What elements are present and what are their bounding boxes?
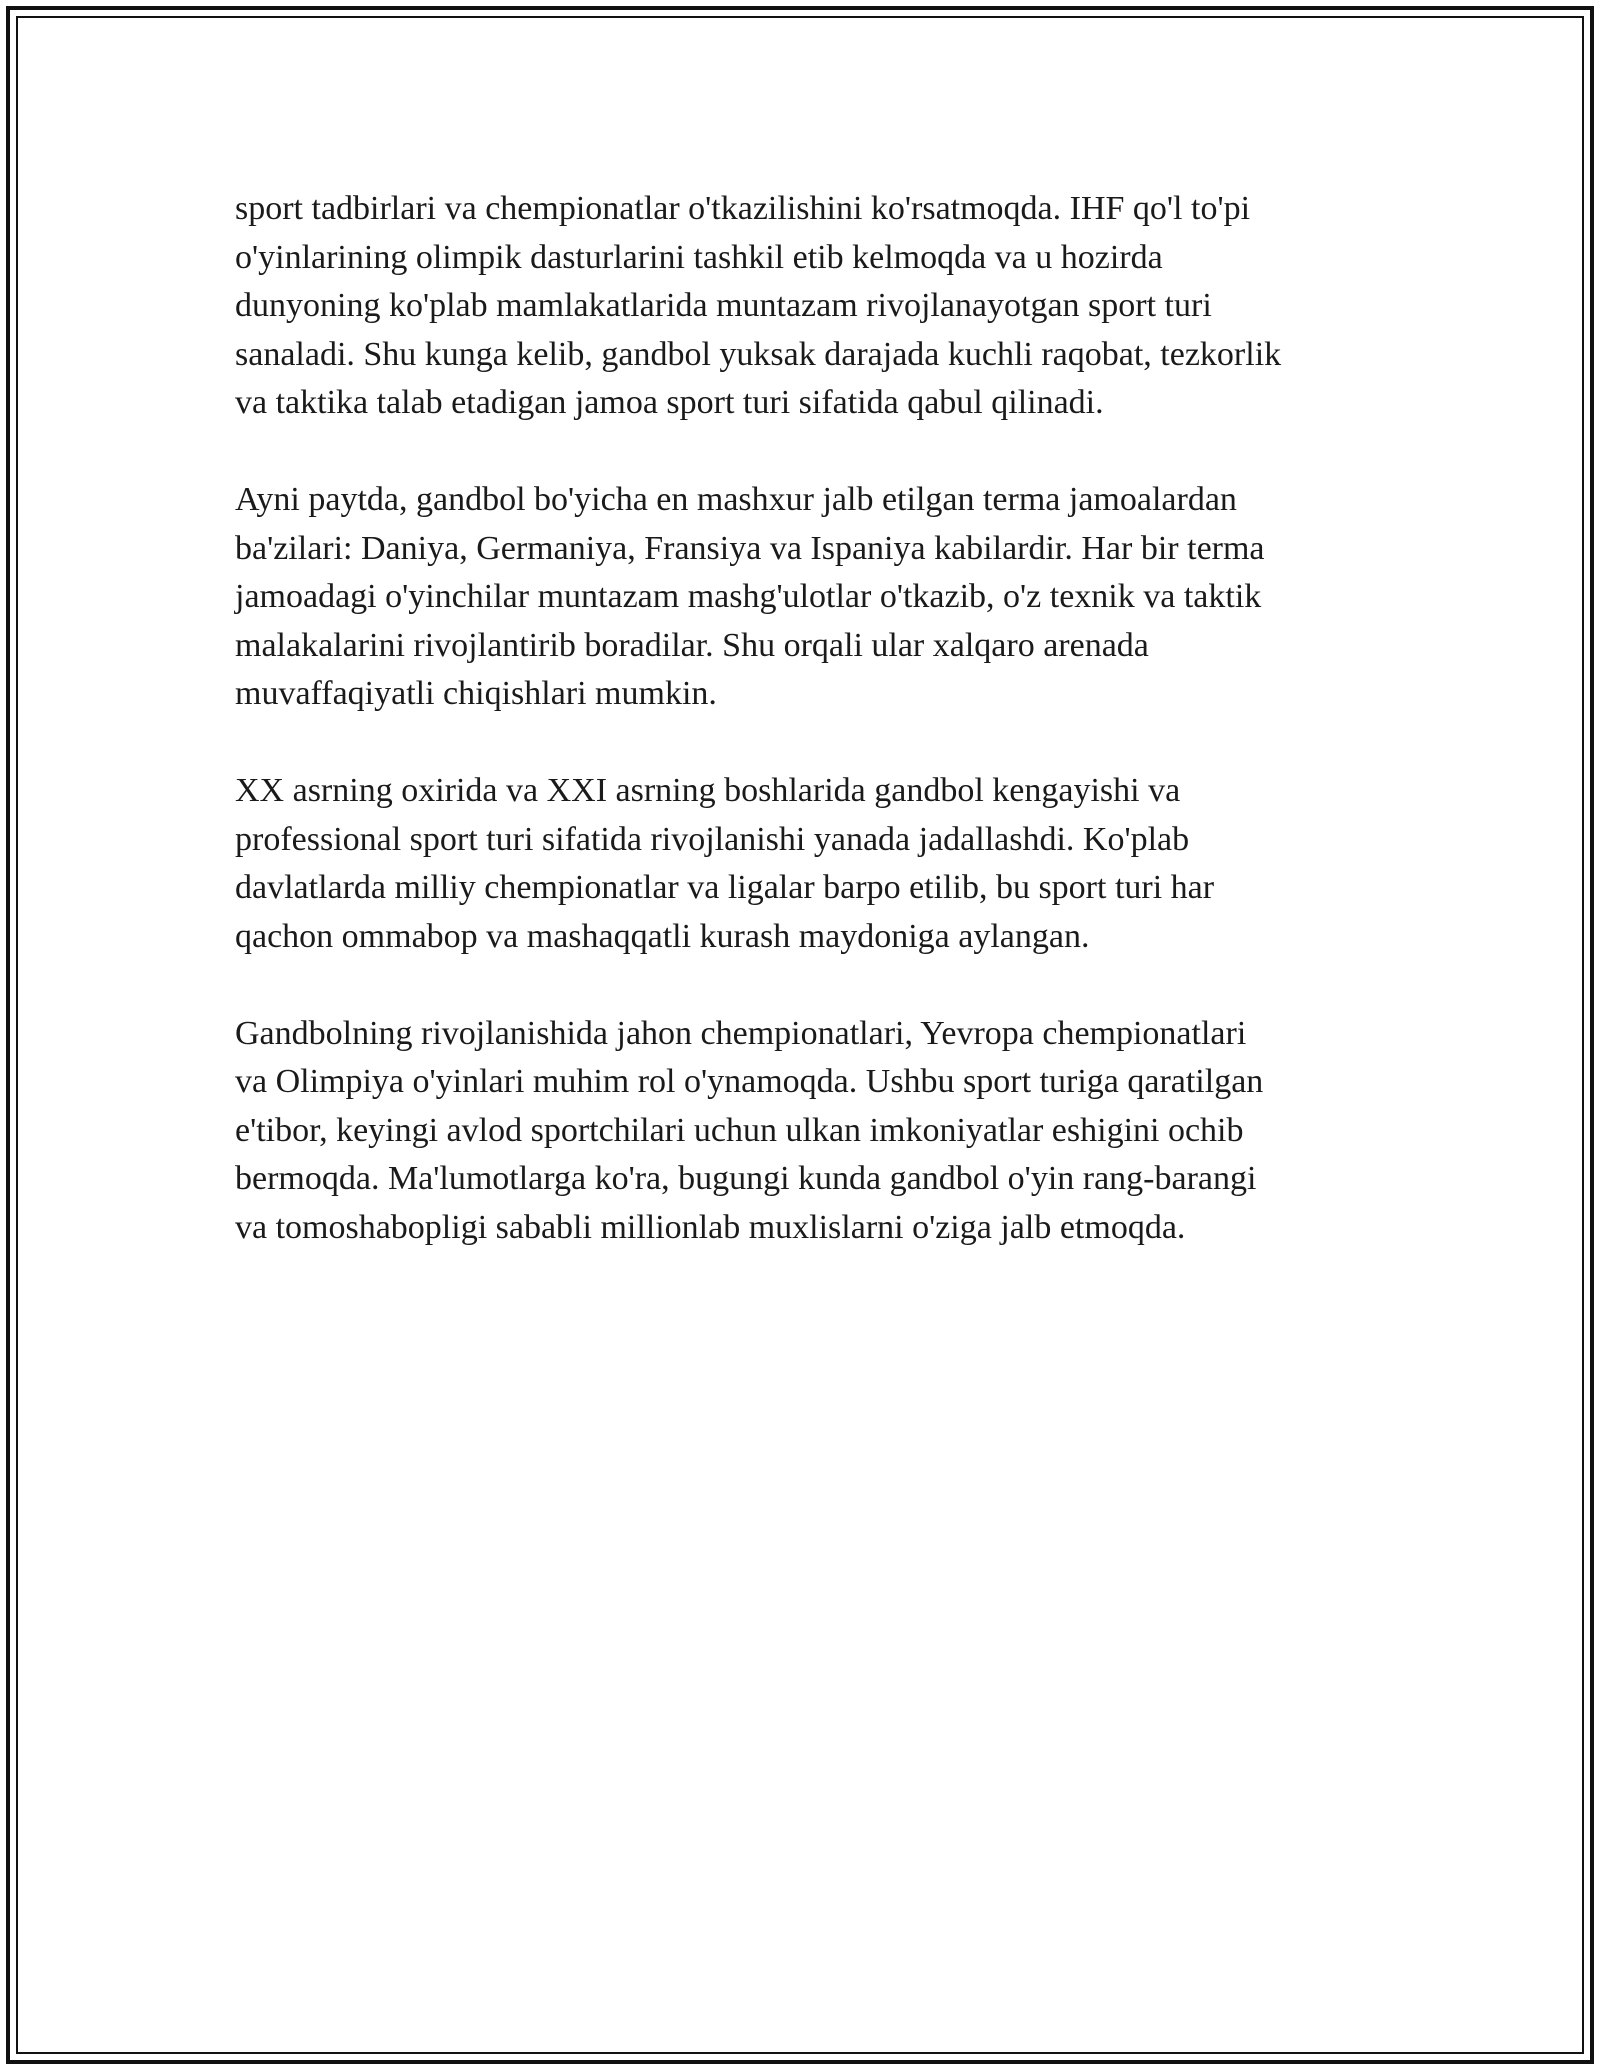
paragraph-2: Ayni paytda, gandbol bo'yicha en mashxur jalb etilgan terma jamoalardan ba'zilari: Daniya, Germaniya, Fransiya va Ispaniya kabilardir. Har bir terma jamoadagi o'yinchilar muntazam mashg'ulotlar o'tkazib, o'z texnik va taktik malakalarini rivojlantirib boradilar. Shu orqali ular xalqaro arenada muvaffaqiyatli chiqishlari mumkin. (235, 481, 1265, 712)
paragraph-1: sport tadbirlari va chempionatlar o'tkazilishini ko'rsatmoqda. IHF qo'l to'pi o'yinlarining olimpik dasturlarini tashkil etib kelmoqda va u hozirda dunyoning ko'plab mamlakatlarida muntazam rivojlanayotgan sport turi sanaladi. Shu kunga kelib, gandbol yuksak darajada kuchli raqobat, tezkorlik va taktika talab etadigan jamoa sport turi sifatida qabul qilinadi. (235, 190, 1282, 421)
document-body (235, 185, 1375, 1301)
paragraph-3: XX asrning oxirida va XXI asrning boshlarida gandbol kengayishi va professional sport turi sifatida rivojlanishi yanada jadallashdi. Ko'plab davlatlarda milliy chempionatlar va ligalar barpo etilib, bu sport turi har qachon ommabop va mashaqqatli kurash maydoniga aylangan. (235, 772, 1215, 955)
paragraph-4: Gandbolning rivojlanishida jahon chempionatlari, Yevropa chempionatlari va Olimpiya o'yinlari muhim rol o'ynamoqda. Ushbu sport turiga qaratilgan e'tibor, keyingi avlod sportchilari uchun ulkan imkoniyatlar eshigini ochib bermoqda. Ma'lumotlarga ko'ra, bugungi kunda gandbol o'yin rang-barangi va tomoshabopligi sababli millionlab muxlislarni o'ziga jalb etmoqda. (235, 1014, 1264, 1246)
